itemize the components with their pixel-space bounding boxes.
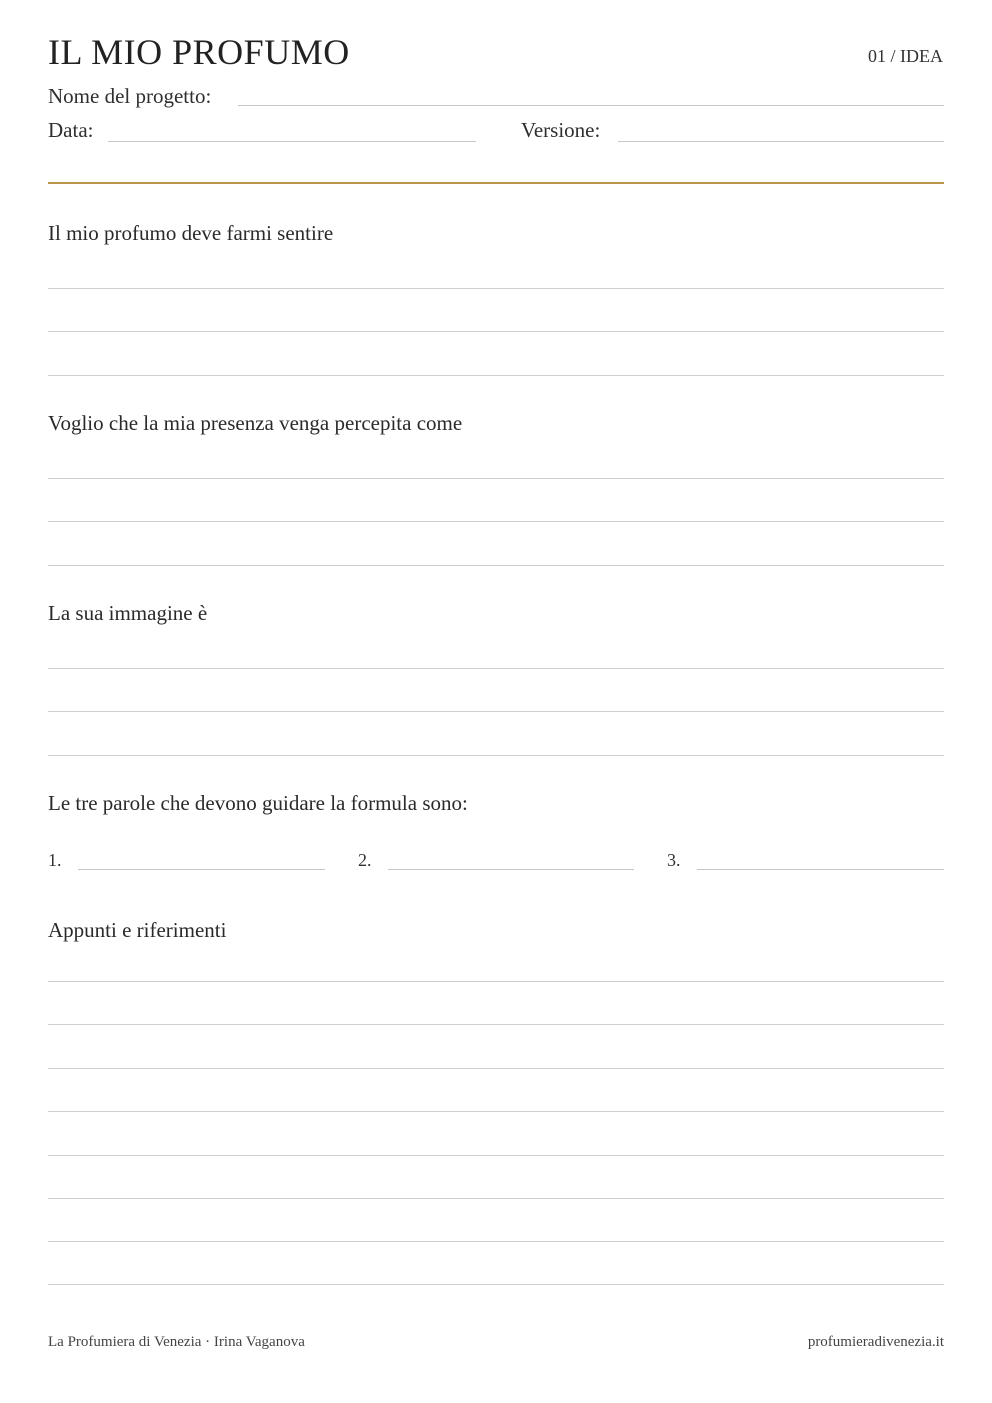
word-number-3: 3.	[667, 850, 681, 870]
notes-line[interactable]	[48, 1241, 944, 1242]
notes-line[interactable]	[48, 981, 944, 982]
word-field-3[interactable]	[697, 869, 944, 870]
notes-line[interactable]	[48, 1284, 944, 1285]
answer-line[interactable]	[48, 478, 944, 479]
answer-line[interactable]	[48, 331, 944, 332]
notes-line[interactable]	[48, 1198, 944, 1199]
answer-line[interactable]	[48, 288, 944, 289]
header-divider	[48, 182, 944, 184]
word-field-2[interactable]	[388, 869, 634, 870]
answer-line[interactable]	[48, 668, 944, 669]
notes-line[interactable]	[48, 1068, 944, 1069]
notes-line[interactable]	[48, 1155, 944, 1156]
project-name-label: Nome del progetto:	[48, 84, 212, 108]
answer-line[interactable]	[48, 565, 944, 566]
answer-line[interactable]	[48, 711, 944, 712]
word-number-2: 2.	[358, 850, 372, 870]
project-name-field[interactable]	[238, 105, 944, 106]
version-field[interactable]	[618, 141, 944, 142]
section-title-presence: Voglio che la mia presenza venga percepita come	[48, 411, 463, 435]
notes-line[interactable]	[48, 1024, 944, 1025]
page-tag: 01 / IDEA	[868, 46, 943, 66]
date-field[interactable]	[108, 141, 476, 142]
notes-line[interactable]	[48, 1111, 944, 1112]
answer-line[interactable]	[48, 755, 944, 756]
section-title-feel: Il mio profumo deve farmi sentire	[48, 221, 334, 245]
section-title-three-words: Le tre parole che devono guidare la formula sono:	[48, 791, 468, 815]
section-title-image: La sua immagine è	[48, 601, 208, 625]
answer-line[interactable]	[48, 375, 944, 376]
date-label: Data:	[48, 118, 94, 142]
section-title-notes: Appunti e riferimenti	[48, 918, 227, 942]
footer-website: profumieradivenezia.it	[807, 1334, 944, 1350]
word-number-1: 1.	[48, 850, 62, 870]
page-title: IL MIO PROFUMO	[48, 32, 350, 72]
footer-credit: La Profumiera di Venezia · Irina Vaganova	[48, 1334, 305, 1350]
version-label: Versione:	[521, 118, 601, 142]
answer-line[interactable]	[48, 521, 944, 522]
word-field-1[interactable]	[78, 869, 325, 870]
